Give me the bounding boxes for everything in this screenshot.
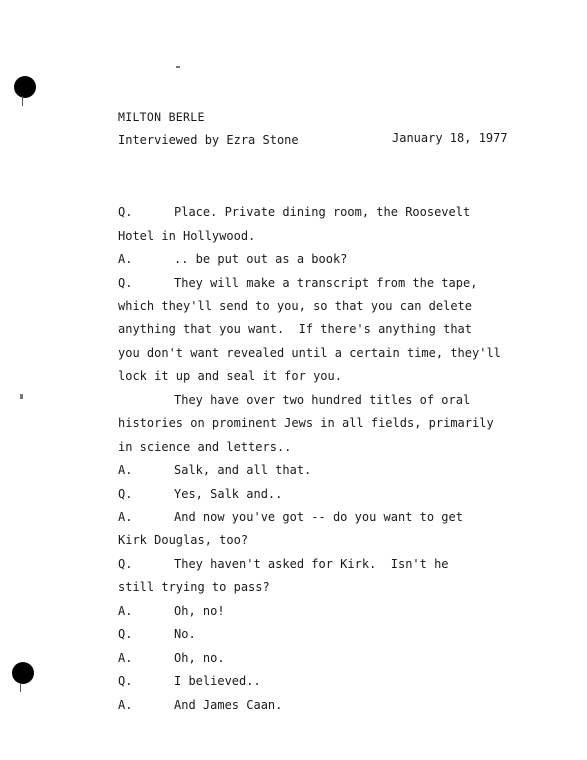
speaker-label: Q.	[118, 487, 133, 501]
speaker-label: Q.	[118, 205, 133, 219]
transcript-text: Place. Private dining room, the Roosevelt	[174, 205, 471, 219]
speaker-label: A.	[118, 604, 133, 618]
punch-hole-bottom	[12, 662, 34, 684]
paper-speck	[20, 394, 23, 399]
transcript-text: still trying to pass?	[118, 580, 270, 594]
transcript-text: Yes, Salk and..	[174, 487, 283, 501]
punch-hole-mark	[20, 684, 21, 692]
transcript-text: histories on prominent Jews in all fields, primarily	[118, 416, 494, 430]
speaker-label: Q.	[118, 627, 133, 641]
punch-hole-top	[14, 76, 36, 98]
transcript-text: in science and letters..	[118, 440, 292, 454]
transcript-text: They haven't asked for Kirk. Isn't he	[174, 557, 449, 571]
transcript-text: Oh, no.	[174, 651, 225, 665]
transcript-text: .. be put out as a book?	[174, 252, 348, 266]
transcript-text: which they'll send to you, so that you can delete	[118, 299, 473, 313]
transcript-text: Kirk Douglas, too?	[118, 533, 249, 547]
speaker-label: A.	[118, 651, 133, 665]
transcript-text: you don't want revealed until a certain time, they'll	[118, 346, 501, 360]
speaker-label: A.	[118, 252, 133, 266]
speaker-label: Q.	[118, 557, 133, 571]
transcript-text: No.	[174, 627, 196, 641]
speaker-label: A.	[118, 698, 133, 712]
punch-hole-mark	[22, 96, 23, 106]
interviewer-line: Interviewed by Ezra Stone	[118, 133, 299, 147]
transcript-text: Salk, and all that.	[174, 463, 312, 477]
speaker-label: A.	[118, 463, 133, 477]
speaker-label: Q.	[118, 674, 133, 688]
transcript-text: They have over two hundred titles of oral	[174, 393, 471, 407]
transcript-text: anything that you want. If there's anything that	[118, 322, 473, 336]
transcript-text: And now you've got -- do you want to get	[174, 510, 463, 524]
paper-speck	[176, 66, 180, 68]
interview-date: January 18, 1977	[392, 131, 508, 145]
transcript-text: Hotel in Hollywood.	[118, 229, 256, 243]
speaker-label: A.	[118, 510, 133, 524]
transcript-text: Oh, no!	[174, 604, 225, 618]
transcript-text: I believed..	[174, 674, 261, 688]
interviewee-name: MILTON BERLE	[118, 110, 205, 124]
transcript-text: lock it up and seal it for you.	[118, 369, 342, 383]
transcript-text: They will make a transcript from the tape,	[174, 276, 478, 290]
transcript-text: And James Caan.	[174, 698, 283, 712]
speaker-label: Q.	[118, 276, 133, 290]
